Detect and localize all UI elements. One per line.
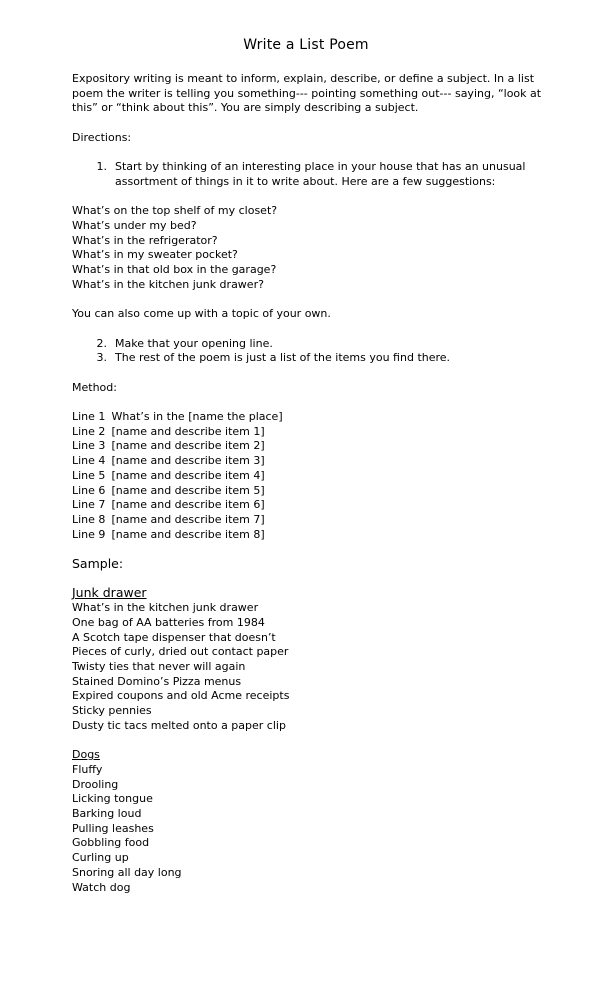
poem-line: A Scotch tape dispenser that doesn’t [72,630,276,644]
method-line [72,410,542,425]
poem-line: Watch dog [72,880,131,894]
method-line-text: [name and describe item 8] [111,527,265,541]
suggestion-list [72,204,542,292]
step-number: 2. [96,336,107,350]
poem-line: Snoring all day long [72,865,182,879]
directions-label: Directions: [72,130,132,144]
step-text: The rest of the poem is just a list of the items you find there. [115,351,451,365]
method-line-text: [name and describe item 1] [111,424,265,438]
poem-title: Junk drawer [72,585,147,601]
own-topic-text: You can also come up with a topic of your own. [72,307,331,321]
method-line-label: Line 2 [72,424,106,438]
suggestion-item: What’s in the refrigerator? [72,233,218,247]
step-item [72,160,542,189]
poem-line: Fluffy [72,762,103,776]
step-list-2 [72,337,542,366]
poem-title: Dogs [72,748,100,762]
method-line-text: [name and describe item 2] [111,439,265,453]
poem-line: Pieces of curly, dried out contact paper [72,645,289,659]
poem-line: Licking tongue [72,792,153,806]
method-line [72,469,542,484]
document-body [72,72,542,895]
sample-heading: Sample: [72,556,124,572]
step-number: 3. [96,351,107,365]
method-line [72,425,542,440]
poem-line: Expired coupons and old Acme receipts [72,689,290,703]
method-line-text: What’s in the [name the place] [111,410,283,424]
poem-dogs [72,748,542,895]
method-line-label: Line 3 [72,439,106,453]
poem-line: Sticky pennies [72,704,152,718]
poem-line: Stained Domino’s Pizza menus [72,674,242,688]
poem-line: Curling up [72,851,129,865]
method-line-label: Line 9 [72,527,106,541]
poem-junk-drawer [72,586,542,733]
method-line-text: [name and describe item 4] [111,468,265,482]
poem-line: Gobbling food [72,836,150,850]
method-line-label: Line 8 [72,512,106,526]
method-line [72,528,542,543]
step-item [72,337,542,352]
poem-line: Pulling leashes [72,821,154,835]
method-list [72,410,542,542]
method-line [72,484,542,499]
suggestion-item: What’s on the top shelf of my closet? [72,204,278,218]
method-line [72,454,542,469]
step-item [72,351,542,366]
step-number: 1. [96,160,107,174]
method-line [72,439,542,454]
poem-line: Twisty ties that never will again [72,659,246,673]
step-list-1 [72,160,542,189]
suggestion-item: What’s under my bed? [72,218,197,232]
page-title: Write a List Poem [243,37,369,53]
poem-line: Drooling [72,777,119,791]
poem-line: Barking loud [72,807,142,820]
step-text: Start by thinking of an interesting place in your house that has an unusual assortment of things in it to write about. Here are a few suggestions: [115,160,526,188]
poem-line: One bag of AA batteries from 1984 [72,615,265,629]
method-line-label: Line 4 [72,454,106,468]
method-line-label: Line 5 [72,468,106,482]
method-label: Method: [72,380,117,394]
suggestion-item: What’s in the kitchen junk drawer? [72,277,264,291]
method-line-text: [name and describe item 3] [111,454,265,468]
method-line [72,513,542,528]
method-line [72,498,542,513]
poem-line: Dusty tic tacs melted onto a paper clip [72,718,286,732]
suggestion-item: What’s in my sweater pocket? [72,248,238,262]
suggestion-item: What’s in that old box in the garage? [72,263,277,277]
poem-line: What’s in the kitchen junk drawer [72,601,259,615]
method-line-text: [name and describe item 7] [111,512,265,526]
intro-paragraph: Expository writing is meant to inform, explain, describe, or define a subject. In a list poem the writer is telling you something--- pointing something out--- saying, “look at this” or “think about this”. You are simply describing a subject. [72,72,542,115]
method-line-text: [name and describe item 6] [111,498,265,512]
step-text: Make that your opening line. [115,336,273,350]
method-line-label: Line 1 [72,410,106,424]
method-line-label: Line 6 [72,483,106,497]
method-line-label: Line 7 [72,498,106,512]
method-line-text: [name and describe item 5] [111,483,265,497]
